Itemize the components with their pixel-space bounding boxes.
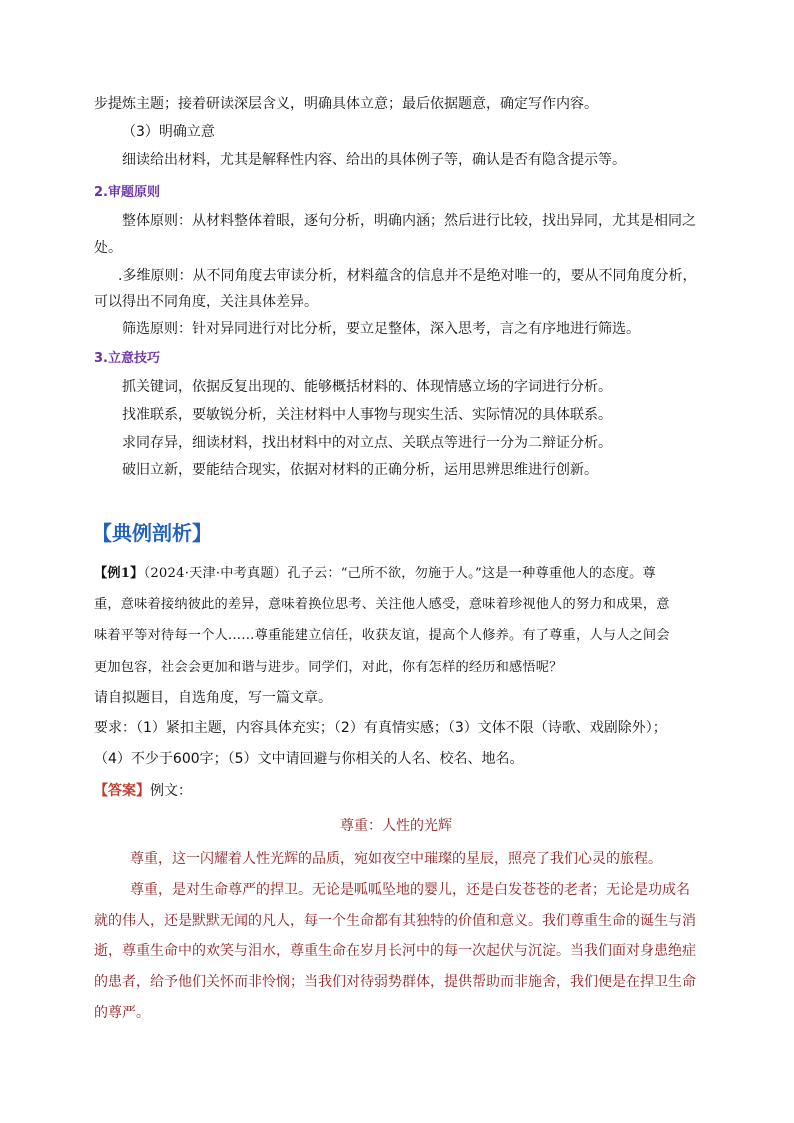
principles-heading: 2.审题原则 (94, 185, 160, 200)
example-prompt-line1 (94, 565, 656, 583)
techniques-heading: 3.立意技巧 (94, 351, 160, 366)
example-prompt-line2: 重，意味着接纳彼此的差异，意味着换位思考、关注他人感受，意味着珍视他人的努力和成果，意 (94, 597, 670, 612)
technique-3: 求同存异，细读材料，找出材料中的对立点、关联点等进行一分为二辩证分析。 (122, 435, 612, 451)
essay-title: 尊重：人性的光辉 (340, 818, 452, 834)
answer-tag: 【答案】 (94, 783, 150, 799)
essay-paragraph-2-line4: 的患者，给予他们关怀而非怜悯；当我们对待弱势群体，提供帮助而非施舍，我们便是在捍卫生命 (94, 974, 696, 990)
example-prompt-line4: 更加包容，社会会更加和谐与进步。同学们，对此，你有怎样的经历和感悟呢？ (94, 660, 563, 675)
section-title: 【典例剖析】 (92, 521, 212, 545)
item3-text: 细读给出材料，尤其是解释性内容、给出的具体例子等，确认是否有隐含提示等。 (122, 152, 626, 168)
principle-multi-line1: .多维原则：从不同角度去审读分析，材料蕴含的信息并不是绝对唯一的，要从不同角度分析， (118, 268, 697, 284)
essay-paragraph-1: 尊重，这一闪耀着人性光辉的品质，宛如夜空中璀璨的星辰，照亮了我们心灵的旅程。 (130, 851, 662, 867)
essay-paragraph-2-line3: 逝，尊重生命中的欢笑与泪水，尊重生命在岁月长河中的每一次起伏与沉淀。当我们面对身患绝症 (94, 943, 696, 959)
principle-overall-line2: 处。 (94, 240, 122, 256)
answer-suffix: 例文： (150, 783, 192, 799)
intro-line: 步提炼主题；接着研读深层含义，明确具体立意；最后依据题意，确定写作内容。 (94, 96, 598, 112)
principle-multi-line2: 可以得出不同角度，关注具体差异。 (94, 294, 318, 310)
essay-paragraph-2-line1: 尊重，是对生命尊严的捍卫。无论是呱呱坠地的婴儿，还是白发苍苍的老者；无论是功成名 (130, 882, 690, 898)
technique-2: 找准联系，要敏锐分析，关注材料中人事物与现实生活、实际情况的具体联系。 (122, 407, 612, 423)
item3-label: （3）明确立意 (122, 124, 215, 140)
technique-4: 破旧立新，要能结合现实，依据对材料的正确分析，运用思辨思维进行创新。 (122, 462, 598, 478)
technique-1: 抓关键词，依据反复出现的、能够概括材料的、体现情感立场的字词进行分析。 (122, 379, 612, 395)
example-label: 【例1】 (94, 566, 144, 581)
principle-overall-line1: 整体原则：从材料整体着眼，逐句分析，明确内涵；然后进行比较，找出异同，尤其是相同之 (122, 213, 696, 229)
principle-filter: 筛选原则：针对异同进行对比分析，要立足整体，深入思考，言之有序地进行筛选。 (122, 321, 640, 337)
example-requirements-line2: （4）不少于600字；（5）文中请回避与你相关的人名、校名、地名。 (94, 751, 524, 767)
essay-paragraph-2-line2: 就的伟人，还是默默无闻的凡人，每一个生命都有其独特的价值和意义。我们尊重生命的诞生与消 (94, 913, 696, 929)
example-requirements-line1: 要求：（1）紧扣主题，内容具体充实；（2）有真情实感；（3）文体不限（诗歌、戏剧除外）； (94, 720, 667, 736)
example-prompt-text1: （2024·天津·中考真题）孔子云：“己所不欲，勿施于人。”这是一种尊重他人的态度。尊 (143, 566, 656, 581)
essay-paragraph-2-line5: 的尊严。 (94, 1005, 150, 1021)
example-prompt-line3: 味着平等对待每一个人……尊重能建立信任，收获友谊，提高个人修养。有了尊重，人与人之间会 (94, 628, 670, 643)
answer-line (94, 782, 192, 800)
example-instruction: 请自拟题目，自选角度，写一篇文章。 (94, 690, 332, 706)
